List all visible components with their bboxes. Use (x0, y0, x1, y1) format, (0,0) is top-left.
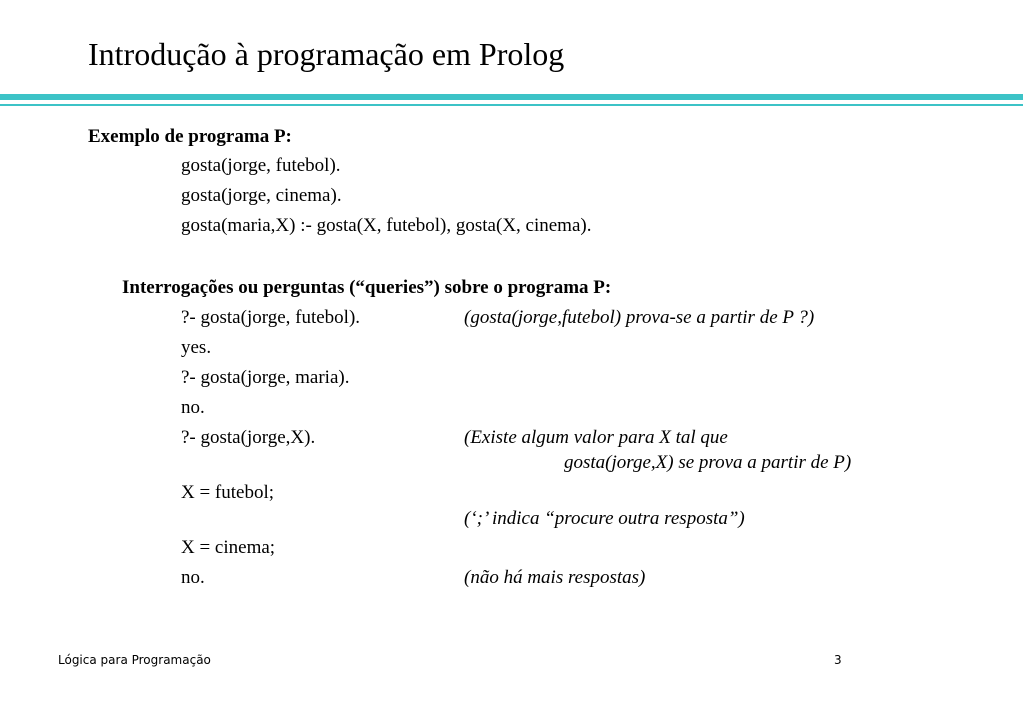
page-number: 3 (834, 653, 842, 667)
query-line: yes. (181, 337, 212, 358)
program-line: gosta(jorge, futebol). (181, 155, 341, 176)
query-comment: (não há mais respostas) (464, 567, 646, 588)
query-line: ?- gosta(jorge,X). (181, 427, 316, 448)
program-heading: Exemplo de programa P: (88, 126, 292, 147)
program-line: gosta(maria,X) :- gosta(X, futebol), gosta(X, cinema). (181, 215, 592, 236)
title-divider-thick (0, 94, 1023, 100)
query-line: no. (181, 567, 205, 588)
query-comment: (‘;’ indica “procure outra resposta”) (464, 508, 745, 529)
query-line: ?- gosta(jorge, maria). (181, 367, 350, 388)
queries-heading: Interrogações ou perguntas (“queries”) sobre o programa P: (122, 277, 612, 298)
query-comment: (gosta(jorge,futebol) prova-se a partir de P ?) (464, 307, 815, 328)
query-line: X = futebol; (181, 482, 275, 503)
query-line: ?- gosta(jorge, futebol). (181, 307, 361, 328)
footer-course: Lógica para Programação (58, 653, 211, 667)
title-divider-thin (0, 104, 1023, 106)
program-line: gosta(jorge, cinema). (181, 185, 342, 206)
slide-title: Introdução à programação em Prolog (88, 36, 565, 72)
query-line: no. (181, 397, 205, 418)
query-line: X = cinema; (181, 537, 276, 558)
query-comment: gosta(jorge,X) se prova a partir de P) (564, 452, 852, 473)
query-comment: (Existe algum valor para X tal que (464, 427, 728, 448)
